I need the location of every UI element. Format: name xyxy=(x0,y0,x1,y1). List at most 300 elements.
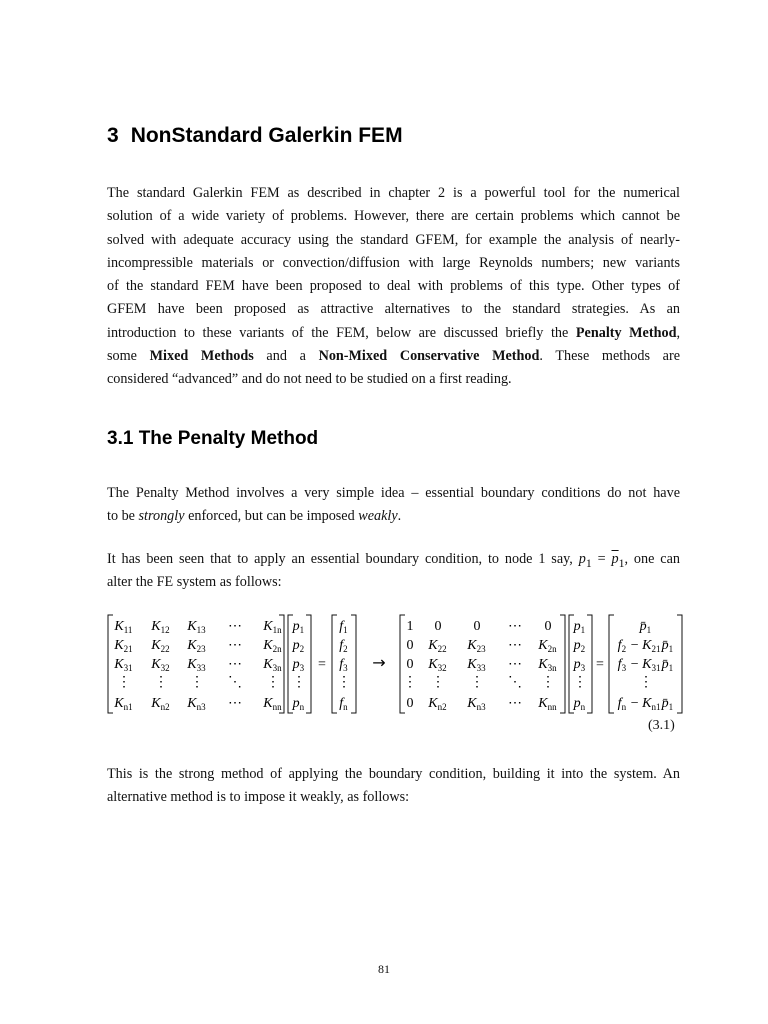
entry-symbol: K xyxy=(114,619,124,634)
entry-symbol: K xyxy=(467,657,477,672)
entry-spacer xyxy=(304,638,305,653)
entry-spacer xyxy=(304,657,305,672)
text-run: to be xyxy=(107,508,139,525)
text-run: some xyxy=(107,348,150,365)
entry-spacer xyxy=(206,657,207,672)
entry-symbol: K xyxy=(428,657,438,672)
entry-symbol: ⋮ xyxy=(117,675,131,690)
entry-symbol: K xyxy=(428,696,438,711)
entry-subscript: 2n xyxy=(547,644,557,654)
matrix-entry xyxy=(573,696,587,712)
entry-symbol: p xyxy=(573,657,581,672)
text-line: alternative method is to impose it weakly, as follows: xyxy=(107,789,410,806)
matrix-entry xyxy=(228,638,242,653)
text-line: The standard Galerkin FEM as described in chapter 2 is a powerful tool for the numerical xyxy=(107,185,680,201)
equals-sign: = xyxy=(596,657,604,672)
entry-symbol: 0 xyxy=(406,638,414,653)
entry-spacer xyxy=(557,657,558,672)
entry-symbol: K xyxy=(187,619,197,634)
term-mixed-methods: Mixed Methods xyxy=(149,348,254,365)
entry-spacer xyxy=(585,696,586,711)
entry-subscript: 22 xyxy=(160,644,170,654)
entry-symbol: ⋯ xyxy=(508,638,522,653)
math-operator: = xyxy=(591,551,612,567)
matrix-entry xyxy=(150,638,171,654)
chapter-title: NonStandard Galerkin FEM xyxy=(130,124,403,147)
entry-spacer xyxy=(304,696,305,711)
right-bracket xyxy=(587,615,592,713)
entry-subscript: 1 xyxy=(646,625,652,635)
entry-symbol: p xyxy=(573,619,581,634)
arrow-symbol: → xyxy=(372,653,386,672)
entry-symbol: ⋮ xyxy=(431,675,445,690)
entry-symbol: ⋮ xyxy=(292,675,306,690)
entry-symbol: f xyxy=(339,696,344,711)
matrix-entry xyxy=(508,675,522,690)
entry-spacer xyxy=(170,657,171,672)
entry-spacer xyxy=(585,638,586,653)
matrix-entry xyxy=(427,696,448,712)
entry-spacer xyxy=(132,619,133,634)
text-line xyxy=(107,505,680,528)
entry-symbol: ⋮ xyxy=(337,675,351,690)
entry-symbol: p xyxy=(292,619,300,634)
matrix-entry xyxy=(228,657,242,672)
text-run: . These methods are xyxy=(539,348,680,365)
matrix-entry xyxy=(435,619,442,634)
left-bracket xyxy=(332,615,337,713)
entry-symbol: ⋮ xyxy=(573,675,587,690)
emphasis-weakly: weakly xyxy=(358,508,398,525)
matrix-entry xyxy=(228,696,242,711)
entry-symbol: K xyxy=(467,696,477,711)
matrix-entry xyxy=(427,657,448,673)
matrix-entry xyxy=(186,657,207,673)
matrix-entry xyxy=(262,638,283,654)
text-line: considered “advanced” and do not need to be studied on a first reading. xyxy=(107,371,512,388)
matrix-entry xyxy=(537,657,558,673)
entry-symbol: ⋮ xyxy=(154,675,168,690)
entry-subscript: 33 xyxy=(476,663,486,673)
entry-symbol: ⋮ xyxy=(403,675,417,690)
entry-symbol: K xyxy=(263,619,273,634)
entry-subscript: 2 xyxy=(343,644,348,654)
entry-subscript: 2 xyxy=(299,644,305,654)
entry-symbol: K xyxy=(263,638,273,653)
entry-spacer xyxy=(585,657,586,672)
matrix-entry xyxy=(113,657,134,673)
entry-spacer xyxy=(348,696,349,711)
modified-load-vector xyxy=(618,619,675,712)
entry-symbol: ⋯ xyxy=(228,657,242,672)
entry-symbol: p xyxy=(292,696,300,711)
entry-symbol: 0 xyxy=(434,619,442,634)
entry-symbol: p̄ xyxy=(639,619,647,634)
entry-symbol: − xyxy=(627,696,643,711)
entry-spacer xyxy=(170,638,171,653)
entry-spacer xyxy=(673,638,674,653)
unknown-vector xyxy=(292,619,306,712)
matrix-entry xyxy=(262,696,283,712)
entry-symbol: K xyxy=(187,657,197,672)
right-bracket xyxy=(560,615,565,713)
matrix-entry xyxy=(190,675,204,690)
matrix-entry xyxy=(186,638,207,654)
text-run: . xyxy=(397,508,402,525)
entry-spacer xyxy=(585,619,586,634)
entry-subscript: 3 xyxy=(580,663,586,673)
right-bracket xyxy=(351,615,356,713)
entry-symbol: K xyxy=(538,638,548,653)
matrix-entry xyxy=(407,619,414,634)
entry-symbol: p xyxy=(573,638,581,653)
inline-condition xyxy=(578,551,625,570)
entry-spacer xyxy=(282,619,283,634)
entry-subscript: 1 xyxy=(668,663,674,673)
entry-symbol: K xyxy=(114,657,124,672)
entry-subscript: n xyxy=(343,702,348,712)
strong-method-paragraph xyxy=(107,763,680,810)
text-line: GFEM have been proposed as attractive alternatives to the standard strategies. As an xyxy=(107,301,680,318)
entry-spacer xyxy=(282,657,283,672)
equation-number: (3.1) xyxy=(648,718,675,733)
entry-symbol: f xyxy=(339,638,344,653)
entry-subscript: 31 xyxy=(651,663,661,673)
matrix-entry xyxy=(339,638,349,654)
entry-spacer xyxy=(133,657,134,672)
entry-symbol: ⋯ xyxy=(228,638,242,653)
section-heading: 3.1 The Penalty Method xyxy=(107,428,319,449)
matrix-entry xyxy=(403,675,417,690)
right-bracket xyxy=(306,615,311,713)
entry-subscript: n xyxy=(299,702,305,712)
entry-symbol: K xyxy=(428,638,438,653)
matrix-entry xyxy=(407,657,414,672)
entry-symbol: ⋯ xyxy=(228,619,242,634)
entry-spacer xyxy=(348,638,349,653)
entry-symbol: 0 xyxy=(544,619,552,634)
entry-symbol: ⋯ xyxy=(508,696,522,711)
matrix-entry xyxy=(113,696,134,712)
entry-symbol: K xyxy=(187,638,197,653)
entry-subscript: 3n xyxy=(272,663,282,673)
entry-subscript: nn xyxy=(547,702,557,712)
matrix-entry xyxy=(573,619,587,635)
intro-paragraph xyxy=(107,182,680,392)
matrix-entry xyxy=(573,675,587,690)
matrix-entry xyxy=(618,638,675,654)
entry-subscript: 1 xyxy=(580,625,586,635)
matrix-entry xyxy=(292,638,306,654)
entry-spacer xyxy=(486,638,487,653)
entry-symbol: − xyxy=(627,638,643,653)
matrix-entry xyxy=(508,696,522,711)
text-line xyxy=(107,345,680,368)
entry-symbol: 0 xyxy=(473,619,481,634)
matrix-entry xyxy=(292,696,306,712)
entry-symbol: K xyxy=(187,696,197,711)
entry-symbol: 0 xyxy=(406,696,414,711)
chapter-number: 3 xyxy=(107,124,119,147)
entry-subscript: 2 xyxy=(621,644,627,654)
text-run: It has been seen that to apply an essential boundary condition, to node 1 say, xyxy=(107,551,579,567)
matrix-equation xyxy=(100,612,690,716)
entry-symbol: f xyxy=(617,696,622,711)
matrix-entry xyxy=(150,696,171,712)
matrix-entry xyxy=(262,657,283,673)
boundary-condition-paragraph xyxy=(107,548,680,595)
entry-subscript: n2 xyxy=(437,702,447,712)
entry-spacer xyxy=(447,657,448,672)
entry-subscript: 21 xyxy=(123,644,133,654)
entry-subscript: n3 xyxy=(196,702,206,712)
entry-symbol: ⋱ xyxy=(228,675,242,690)
text-line: The Penalty Method involves a very simple idea – essential boundary conditions do not have xyxy=(107,485,680,501)
entry-subscript: 3 xyxy=(343,663,348,673)
entry-symbol: 1 xyxy=(406,619,414,634)
penalty-paragraph xyxy=(107,482,680,529)
entry-symbol: ⋱ xyxy=(508,675,522,690)
entry-symbol: ⋮ xyxy=(190,675,204,690)
math-symbol: $\overline{p}$ xyxy=(611,551,619,567)
entry-subscript: n xyxy=(621,702,627,712)
entry-symbol: K xyxy=(263,696,273,711)
entry-subscript: 3n xyxy=(547,663,557,673)
entry-spacer xyxy=(348,657,349,672)
emphasis-strongly: strongly xyxy=(138,508,185,525)
entry-spacer xyxy=(673,657,674,672)
entry-symbol: p xyxy=(292,657,300,672)
matrix-entry xyxy=(639,619,653,635)
entry-subscript: 13 xyxy=(196,625,206,635)
entry-spacer xyxy=(170,619,171,634)
entry-symbol: K xyxy=(151,638,161,653)
entry-subscript: nn xyxy=(272,702,282,712)
matrix-entry xyxy=(117,675,131,690)
matrix-entry xyxy=(537,638,558,654)
term-penalty-method: Penalty Method xyxy=(575,324,677,341)
entry-subscript: n3 xyxy=(476,702,486,712)
matrix-entry xyxy=(228,675,242,690)
entry-subscript: n2 xyxy=(160,702,170,712)
matrix-entry xyxy=(266,675,280,690)
entry-subscript: 33 xyxy=(196,663,206,673)
entry-symbol: K xyxy=(263,657,273,672)
matrix-entry xyxy=(292,657,306,673)
entry-subscript: n1 xyxy=(123,702,133,712)
entry-symbol: K xyxy=(538,696,548,711)
matrix-entry xyxy=(339,619,349,635)
entry-symbol: p̄ xyxy=(661,638,669,653)
entry-subscript: 21 xyxy=(651,644,661,654)
matrix-entry xyxy=(639,675,653,690)
matrix-entry xyxy=(618,696,675,712)
entry-subscript: 1 xyxy=(668,644,674,654)
entry-subscript: 1n xyxy=(272,625,282,635)
matrix-entry xyxy=(150,657,171,673)
text-run: , one can xyxy=(624,551,680,567)
matrix-entry xyxy=(113,638,134,654)
entry-symbol: K xyxy=(642,657,652,672)
matrix-entry xyxy=(186,619,207,635)
entry-spacer xyxy=(486,657,487,672)
entry-symbol: ⋮ xyxy=(541,675,555,690)
entry-symbol: ⋯ xyxy=(228,696,242,711)
entry-spacer xyxy=(133,696,134,711)
math-subscript: 1 xyxy=(585,555,592,570)
entry-spacer xyxy=(557,638,558,653)
entry-subscript: 1 xyxy=(343,625,348,635)
entry-spacer xyxy=(206,619,207,634)
text-line xyxy=(107,548,680,571)
matrix-entry xyxy=(339,657,349,673)
entry-subscript: n xyxy=(580,702,586,712)
entry-symbol: f xyxy=(617,657,622,672)
matrix-entry xyxy=(407,638,414,653)
chapter-heading xyxy=(107,124,403,148)
text-line xyxy=(107,322,680,345)
equals-sign: = xyxy=(318,657,326,672)
entry-symbol: 0 xyxy=(406,657,414,672)
entry-spacer xyxy=(673,696,674,711)
left-bracket xyxy=(400,615,405,713)
entry-symbol: ⋮ xyxy=(470,675,484,690)
entry-subscript: 23 xyxy=(196,644,206,654)
modified-matrix xyxy=(403,619,558,712)
matrix-entry xyxy=(573,657,587,673)
entry-subscript: 23 xyxy=(476,644,486,654)
matrix-entry xyxy=(228,619,242,634)
entry-subscript: 2n xyxy=(272,644,282,654)
entry-spacer xyxy=(557,696,558,711)
entry-spacer xyxy=(447,696,448,711)
matrix-entry xyxy=(470,675,484,690)
matrix-entry xyxy=(537,696,558,712)
entry-symbol: f xyxy=(617,638,622,653)
entry-subscript: 12 xyxy=(160,625,170,635)
entry-spacer xyxy=(170,696,171,711)
matrix-entry xyxy=(431,675,445,690)
load-vector xyxy=(337,619,351,712)
matrix-entry xyxy=(573,638,587,654)
entry-subscript: 32 xyxy=(160,663,170,673)
entry-subscript: 11 xyxy=(123,625,133,635)
entry-symbol: ⋮ xyxy=(266,675,280,690)
entry-subscript: 3 xyxy=(299,663,305,673)
right-bracket xyxy=(677,615,682,713)
matrix-entry xyxy=(339,696,349,712)
matrix-entry xyxy=(508,619,522,634)
entry-symbol: K xyxy=(114,638,124,653)
entry-subscript: 32 xyxy=(437,663,447,673)
entry-spacer xyxy=(206,696,207,711)
term-non-mixed-method: Non-Mixed Conservative Method xyxy=(318,348,540,365)
text-run: and a xyxy=(253,348,319,365)
entry-symbol: K xyxy=(114,696,124,711)
entry-symbol: p̄ xyxy=(661,696,669,711)
entry-subscript: n1 xyxy=(651,702,661,712)
entry-symbol: ⋯ xyxy=(508,619,522,634)
matrix-entry xyxy=(474,619,481,634)
left-bracket xyxy=(609,615,614,713)
entry-subscript: 3 xyxy=(621,663,627,673)
entry-symbol: p xyxy=(292,638,300,653)
text-line: of the standard FEM have been proposed to deal with problems of this type. Other types of xyxy=(107,278,680,295)
matrix-entry xyxy=(541,675,555,690)
entry-subscript: 1 xyxy=(299,625,305,635)
entry-symbol: ⋮ xyxy=(639,675,653,690)
matrix-entry xyxy=(466,638,487,654)
matrix-entry xyxy=(508,638,522,653)
entry-symbol: p xyxy=(573,696,581,711)
entry-spacer xyxy=(348,619,349,634)
text-run: , xyxy=(676,324,681,341)
matrix-entry xyxy=(337,675,351,690)
text-line: incompressible materials or convection/diffusion with large Reynolds numbers; new variants xyxy=(107,254,680,271)
text-run: enforced, but can be imposed xyxy=(184,508,359,525)
math-subscript: 1 xyxy=(618,555,625,570)
entry-subscript: 22 xyxy=(437,644,447,654)
entry-symbol: K xyxy=(642,638,652,653)
matrix-entry xyxy=(154,675,168,690)
matrix-entry xyxy=(113,619,133,635)
left-bracket xyxy=(108,615,113,713)
stiffness-matrix xyxy=(113,619,283,712)
matrix-entry xyxy=(292,619,306,635)
entry-symbol: f xyxy=(339,619,344,634)
entry-symbol: − xyxy=(627,657,643,672)
entry-symbol: K xyxy=(538,657,548,672)
text-line: This is the strong method of applying the boundary condition, building it into the system. An xyxy=(107,766,680,782)
unknown-vector xyxy=(573,619,587,712)
entry-symbol: K xyxy=(151,657,161,672)
text-run: introduction to these variants of the FEM, below are discussed briefly the xyxy=(107,324,576,341)
matrix-entry xyxy=(407,696,414,711)
matrix-entry xyxy=(466,657,487,673)
entry-symbol: ⋯ xyxy=(508,657,522,672)
entry-symbol: K xyxy=(151,619,161,634)
entry-spacer xyxy=(651,619,652,634)
matrix-entry xyxy=(150,619,171,635)
matrix-entry xyxy=(292,675,306,690)
matrix-entry xyxy=(466,696,487,712)
entry-symbol: K xyxy=(642,696,652,711)
entry-spacer xyxy=(304,619,305,634)
entry-spacer xyxy=(206,638,207,653)
text-line: solved with adequate accuracy using the standard GFEM, for example the analysis of nearly- xyxy=(107,231,680,248)
text-line: solution of a wide variety of problems. However, there are certain problems which cannot be xyxy=(107,208,680,225)
matrix-entry xyxy=(545,619,552,634)
entry-spacer xyxy=(447,638,448,653)
matrix-entry xyxy=(262,619,283,635)
entry-spacer xyxy=(486,696,487,711)
matrix-entry xyxy=(427,638,448,654)
entry-spacer xyxy=(133,638,134,653)
matrix-entry xyxy=(508,657,522,672)
page-number: 81 xyxy=(378,962,390,976)
matrix-entry xyxy=(618,657,675,673)
entry-spacer xyxy=(282,696,283,711)
entry-symbol: f xyxy=(339,657,344,672)
entry-subscript: 31 xyxy=(123,663,133,673)
entry-spacer xyxy=(282,638,283,653)
entry-subscript: 1 xyxy=(668,702,674,712)
text-line: alter the FE system as follows: xyxy=(107,574,282,591)
entry-subscript: 2 xyxy=(580,644,586,654)
math-symbol: p xyxy=(578,551,586,567)
entry-symbol: p̄ xyxy=(661,657,669,672)
entry-symbol: K xyxy=(467,638,477,653)
